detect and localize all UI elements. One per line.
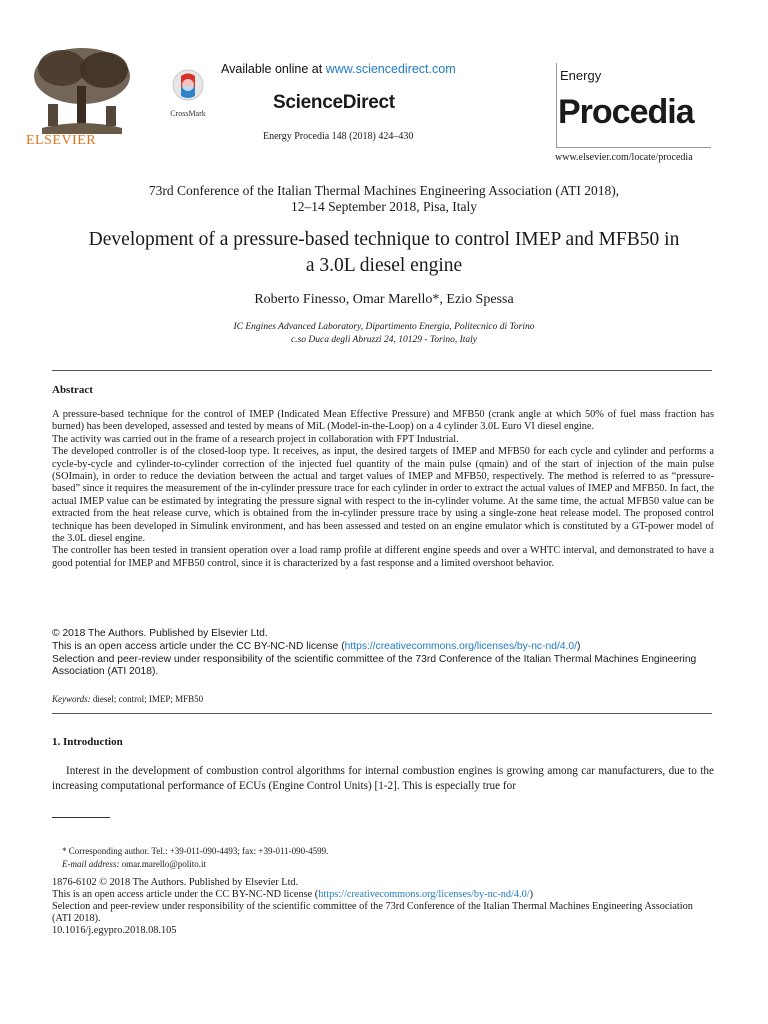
paper-authors: Roberto Finesso, Omar Marello*, Ezio Spessa (254, 292, 514, 307)
license-suffix: ) (577, 640, 581, 652)
footer-block (52, 877, 714, 937)
doi-line[interactable]: 10.1016/j.egypro.2018.08.105 (52, 925, 177, 936)
email-note (62, 859, 206, 869)
sciencedirect-title: ScienceDirect (273, 92, 395, 113)
affiliation-line-2: c.so Duca degli Abruzzi 24, 10129 - Torino, Italy (290, 335, 478, 345)
paper-title-line-1: Development of a pressure-based technique to control IMEP and MFB50 in (88, 229, 680, 250)
available-prefix: Available online at (221, 62, 326, 76)
corresponding-author-note: * Corresponding author. Tel.: +39-011-090-4493; fax: +39-011-090-4599. (62, 846, 329, 856)
abstract-para-3: The developed controller is of the closed-loop type. It receives, as input, the desired targets of IMEP and MFB50 for each cycle and cylinder and performs a cycle-by-cycle and cylinder-to-cylinder correction of the injected fuel quantity of the main pulse (qmain) and of the start of injection of the main pulse (SOImain), in order to reduce the deviation between the actual and target values of IMEP and MFB50, respectively. The method is referred to as “pressure-based” since it requires the measurement of the in-cylinder pressure trace for each cylinder in order to extract the actual values of IMEP and MFB50. In fact, the actual IMEP value can be estimated by integrating the pressure signal with respect to the in-cylinder volume. At the same time, the actual MFB50 value can be extracted from the heat release curve, which is obtained from the in-cylinder pressure trace by using a single-zone heat release model. The proposed control technique has been developed in Simulink environment, and has been assessed and tested on an engine emulator which is constituted by a GT-power model of the 3.0L diesel engine. (52, 446, 714, 545)
introduction-text: Interest in the development of combustion control algorithms for internal combustion engines is growing among car manufacturers, due to the increasing computational performance of ECUs (Engine Control Units) [1-2]. This is especially true for (52, 765, 714, 792)
available-online (221, 62, 456, 76)
email-address[interactable]: omar.marello@polito.it (119, 859, 206, 869)
crossmark-badge[interactable] (166, 68, 210, 118)
copyright-block (52, 628, 714, 679)
footer-review-line: Selection and peer-review under responsibility of the scientific committee of the 73rd Conference of the Italian Thermal Machines Engineering Association (ATI 2018). (52, 901, 693, 924)
abstract-body (52, 409, 714, 570)
abstract-para-4: The controller has been tested in transient operation over a load ramp profile at different engine speeds and over a WHTC interval, and demonstrated to have a good potential for IMEP and MFB50 control, since it is characterized by a fast response and a limited overshoot behavior. (52, 545, 714, 569)
affiliation-line-1: IC Engines Advanced Laboratory, Dipartimento Energia, Politecnico di Torino (233, 322, 535, 332)
license-prefix: This is an open access article under the CC BY-NC-ND license ( (52, 640, 345, 652)
footer-license-prefix: This is an open access article under the CC BY-NC-ND license ( (52, 889, 319, 900)
footer-license-line (52, 889, 714, 901)
elsevier-wordmark: ELSEVIER (26, 133, 97, 148)
license-line (52, 641, 714, 654)
keywords-line (52, 694, 203, 704)
journal-logo-big: Procedia (558, 93, 694, 131)
footer-license-link[interactable]: https://creativecommons.org/licenses/by-nc-nd/4.0/ (318, 889, 530, 900)
conference-line-2: 12–14 September 2018, Pisa, Italy (291, 199, 477, 214)
issn-line: 1876-6102 © 2018 The Authors. Published by Elsevier Ltd. (52, 877, 299, 888)
email-label: E-mail address: (62, 859, 120, 869)
journal-citation: Energy Procedia 148 (2018) 424–430 (263, 131, 414, 142)
conference-line-1: 73rd Conference of the Italian Thermal Machines Engineering Association (ATI 2018), (148, 183, 620, 198)
sciencedirect-link[interactable]: www.sciencedirect.com (325, 62, 456, 76)
crossmark-label: CrossMark (170, 109, 206, 118)
footer-license-suffix: ) (529, 889, 534, 900)
abstract-heading: Abstract (52, 384, 93, 396)
keywords-bottom-rule (52, 713, 712, 714)
license-link[interactable]: https://creativecommons.org/licenses/by-nc-nd/4.0/ (344, 640, 577, 652)
keywords-label: Keywords: (52, 694, 91, 704)
peer-review-line: Selection and peer-review under responsibility of the scientific committee of the 73rd Conference of the Italian Thermal Machines Engineering Association (ATI 2018). (52, 653, 697, 678)
journal-url[interactable]: www.elsevier.com/locate/procedia (555, 152, 693, 163)
abstract-para-1: A pressure-based technique for the control of IMEP (Indicated Mean Effective Pressure) and MFB50 (crank angle at which 50% of fuel mass fraction has burned) has been developed, assessed and tested by means of MiL (Model-in-the-Loop) on a 4 cylinder 3.0L Euro VI diesel engine. (52, 409, 714, 433)
abstract-top-rule (52, 370, 712, 371)
journal-logo-small: Energy (560, 68, 602, 83)
paper-title-line-2: a 3.0L diesel engine (305, 255, 463, 276)
footnote-rule (52, 817, 110, 818)
section-heading-introduction: 1. Introduction (52, 736, 123, 748)
copyright-line: © 2018 The Authors. Published by Elsevier Ltd. (52, 628, 268, 639)
crossmark-icon (171, 68, 205, 104)
keywords-value: diesel; control; IMEP; MFB50 (90, 694, 204, 704)
abstract-para-2: The activity was carried out in the frame of a research project in collaboration with FPT Industrial. (52, 433, 459, 445)
